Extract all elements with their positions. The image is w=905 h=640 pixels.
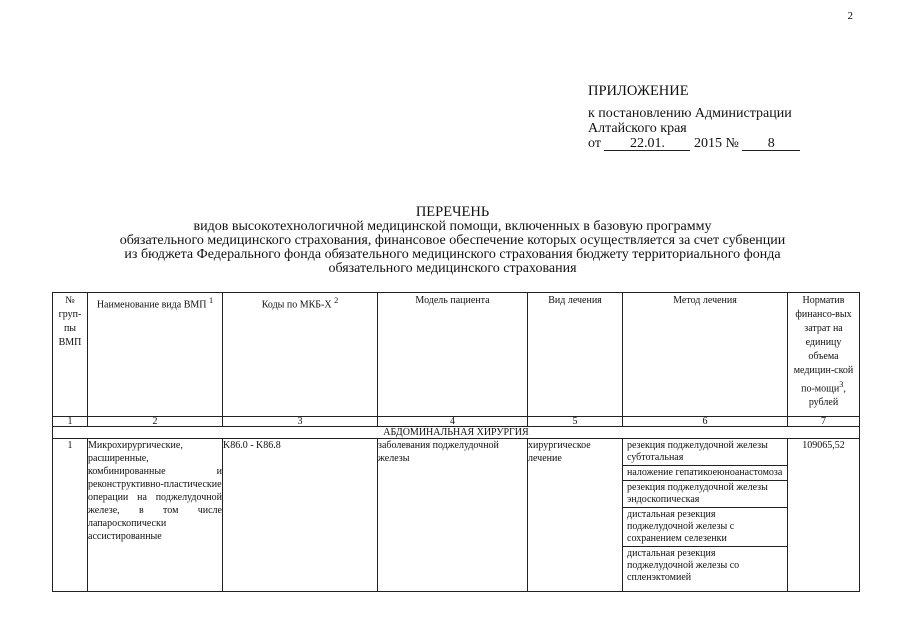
header-model: Модель пациента	[378, 293, 528, 417]
appendix-title: ПРИЛОЖЕНИЕ	[588, 83, 689, 99]
column-number: 1	[53, 417, 88, 427]
heading-line-3: из бюджета Федерального фонда обязательного медицинского страхования бюджету территориального фонда	[124, 247, 781, 262]
table-row	[53, 439, 860, 592]
resolution-date: 22.01.	[604, 137, 690, 151]
appendix-date-line	[588, 136, 800, 151]
section-row	[53, 427, 860, 439]
column-number: 2	[88, 417, 223, 427]
row-treatment: хирургическое лечение	[528, 439, 623, 592]
row-name: Микрохирургические, расширенные, комбинированные и реконструктивно-пластические операции на поджелудочной железе, в том числе лапароскопически ассистированные	[88, 439, 223, 592]
method-item: резекция поджелудочной железы эндоскопическая	[623, 481, 787, 508]
row-group: 1	[53, 439, 88, 592]
column-number-row	[53, 417, 860, 427]
vmp-table	[52, 292, 860, 592]
heading-line-4: обязательного медицинского страхования	[328, 261, 577, 276]
document-heading	[60, 205, 845, 276]
appendix-line-1: к постановлению Администрации	[588, 106, 792, 121]
row-norm: 109065,52	[788, 439, 860, 592]
column-number: 7	[788, 417, 860, 427]
header-treatment: Вид лечения	[528, 293, 623, 417]
appendix-line-2: Алтайского края	[588, 121, 687, 136]
heading-title: ПЕРЕЧЕНЬ	[415, 204, 490, 220]
header-method: Метод лечения	[623, 293, 788, 417]
method-item: дистальная резекция поджелудочной железы со спленэктомией	[627, 548, 740, 583]
number-sign: №	[725, 136, 739, 151]
column-number: 6	[623, 417, 788, 427]
row-methods	[623, 439, 788, 592]
header-codes: Коды по МКБ-Х $^2$	[223, 293, 378, 417]
resolution-number: 8	[742, 137, 800, 151]
row-model: заболевания поджелудочной железы	[378, 439, 528, 592]
method-item: резекция поджелудочной железы субтотальная	[623, 439, 787, 466]
row-codes: K86.0 - K86.8	[223, 439, 378, 592]
heading-line-1: видов высокотехнологичной медицинской помощи, включенных в базовую программу	[193, 219, 712, 234]
appendix-block	[588, 84, 800, 151]
column-number: 4	[378, 417, 528, 427]
page-number: 2	[847, 10, 853, 22]
column-number: 3	[223, 417, 378, 427]
header-norm: Норматив финансо-вых затрат на единицу объема медицин-ской по-мощи$^3$, рублей	[788, 293, 860, 417]
method-item: дистальная резекция поджелудочной железы с сохранением селезенки	[623, 508, 787, 547]
column-number: 5	[528, 417, 623, 427]
header-name: Наименование вида ВМП $^1$	[88, 293, 223, 417]
from-label: от	[588, 136, 601, 151]
header-row	[53, 293, 860, 417]
resolution-year: 2015	[693, 136, 722, 151]
heading-line-2: обязательного медицинского страхования, финансовое обеспечение которых осуществляется за счет субвенции	[119, 233, 786, 248]
section-title: АБДОМИНАЛЬНАЯ ХИРУРГИЯ	[53, 427, 860, 439]
method-item: наложение гепатикоеюноанастомоза	[623, 466, 787, 481]
header-group: № груп-пы ВМП	[53, 293, 88, 417]
